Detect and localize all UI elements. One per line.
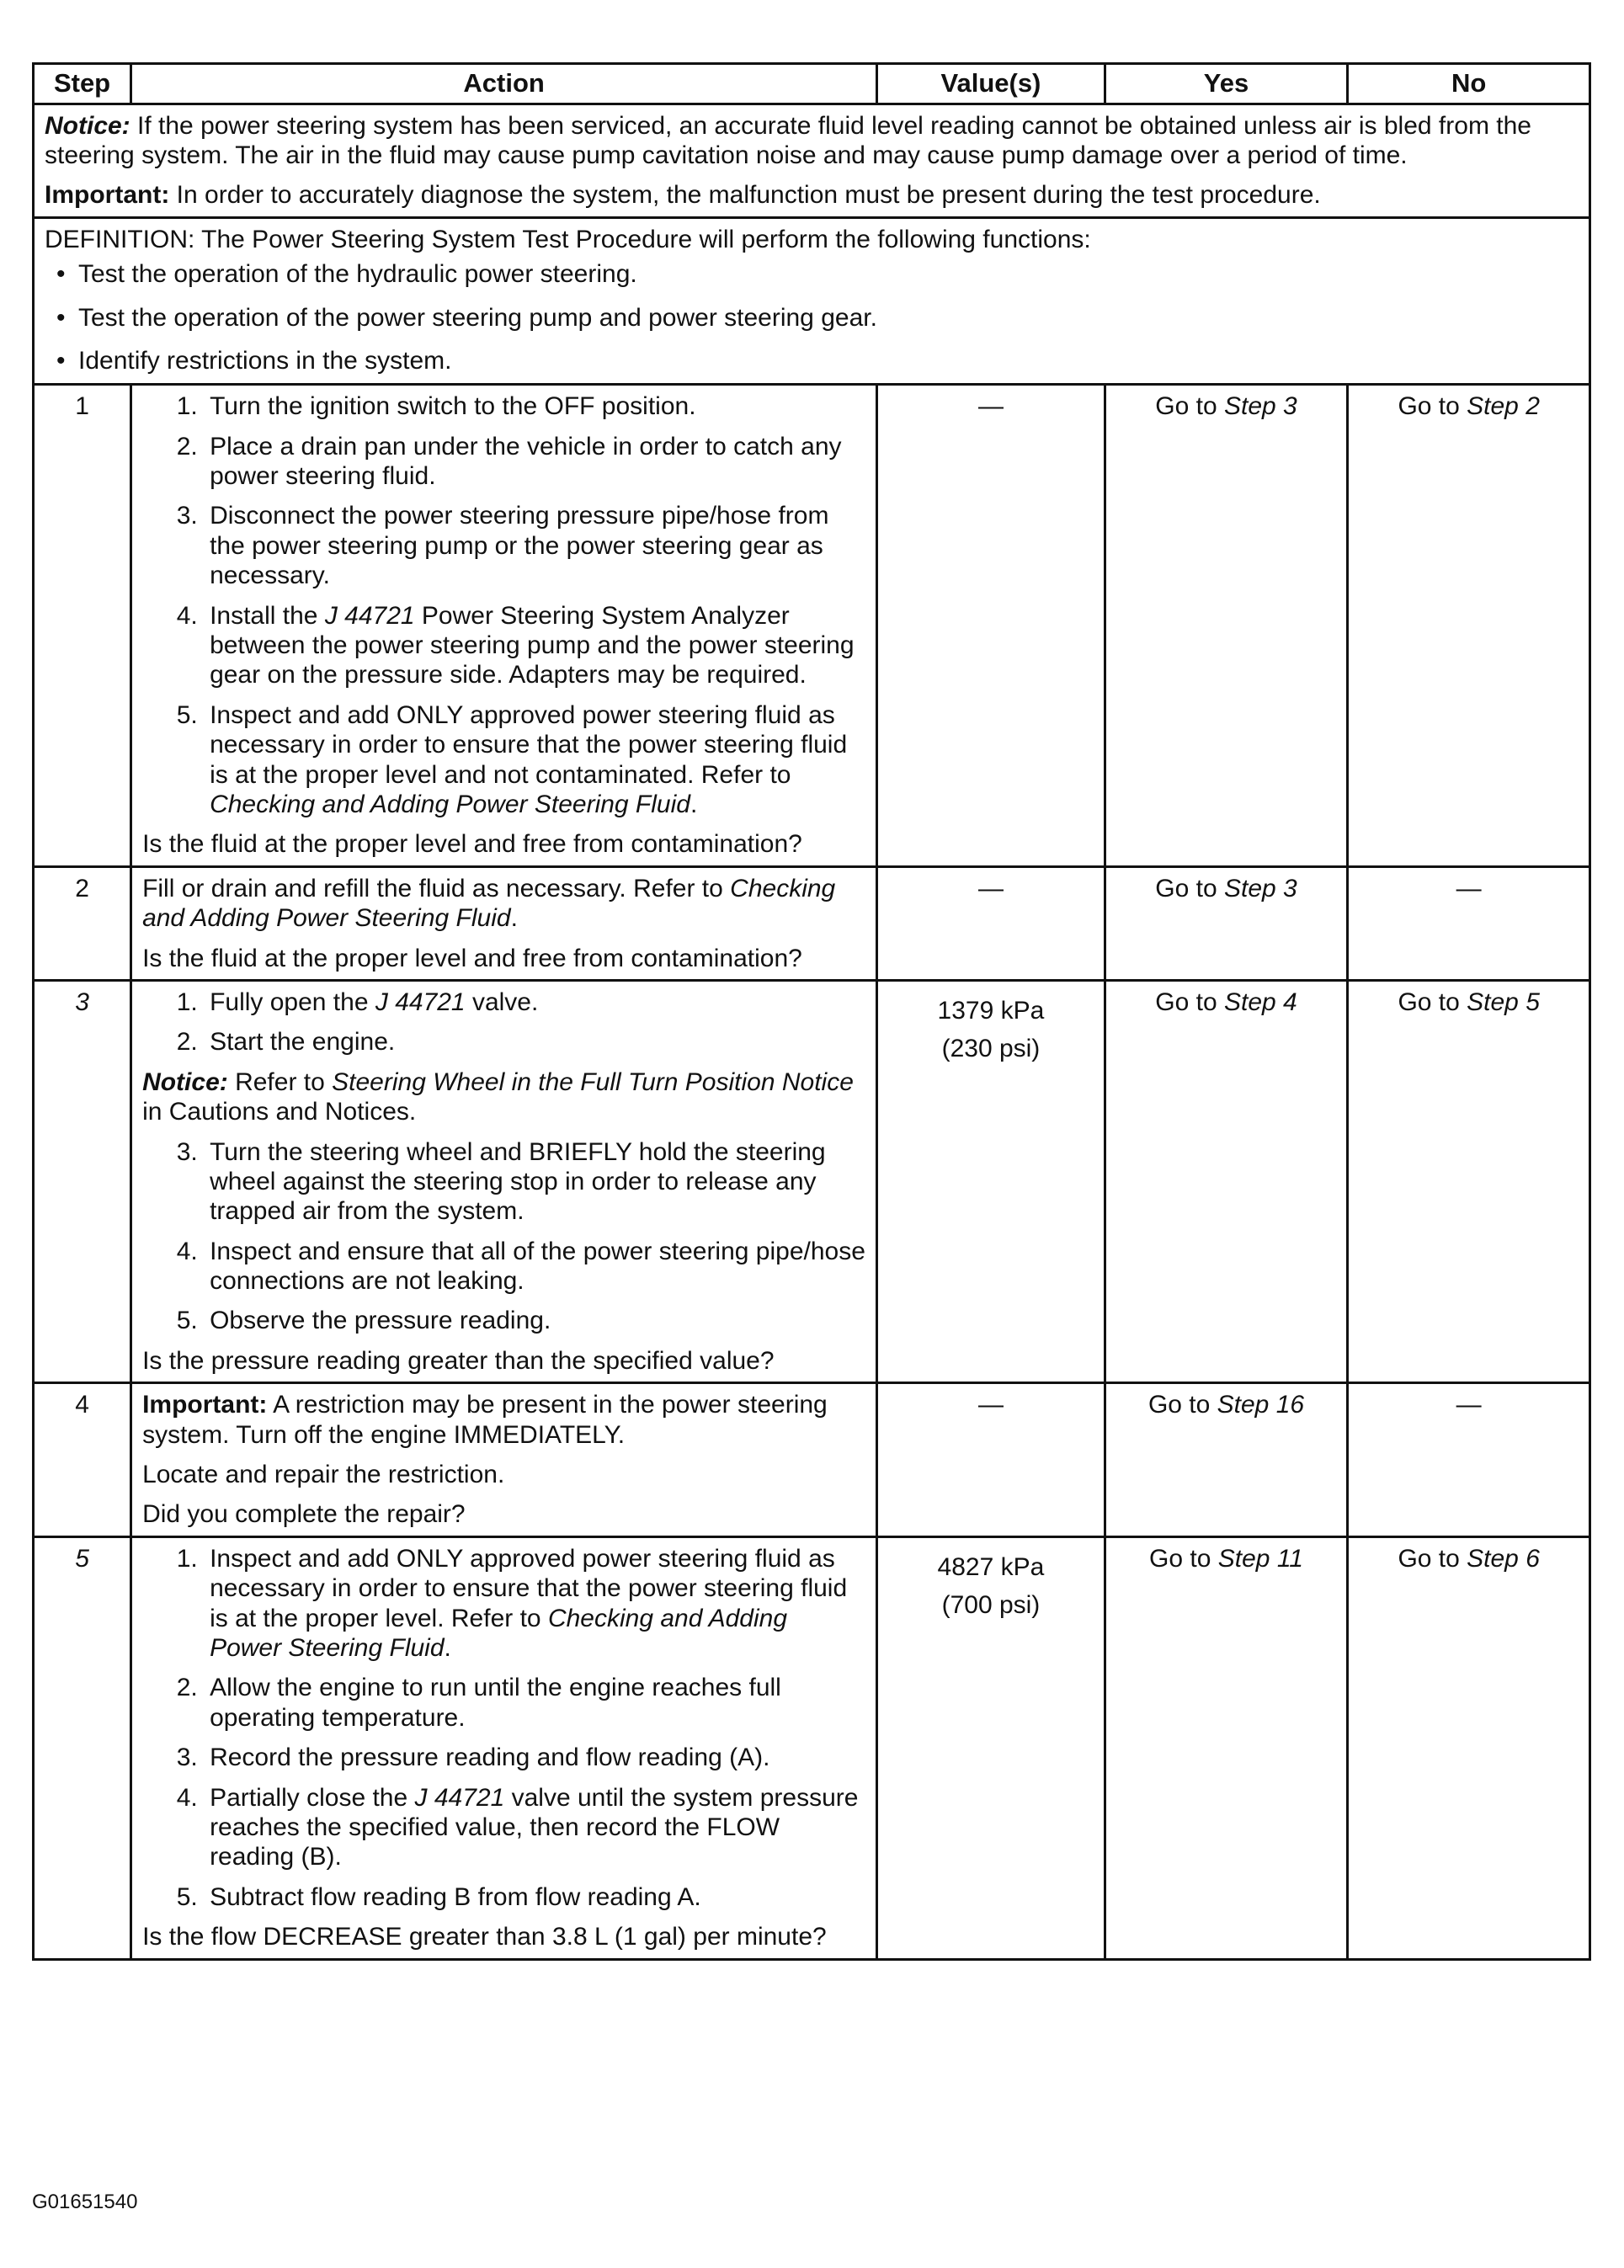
value-imperial: (700 psi): [941, 1591, 1041, 1620]
notice-label: Notice:: [45, 111, 130, 140]
step-row-1: [34, 385, 1590, 866]
step-question: Is the pressure reading greater than the specified value?: [142, 1346, 775, 1375]
diagnostic-procedure-table: [32, 62, 1591, 1961]
goto-step-link[interactable]: Step 4: [1224, 988, 1297, 1016]
definition-list: [45, 259, 1579, 375]
action-item: [205, 601, 865, 690]
no-cell: [1348, 1536, 1590, 1959]
notice-text: If the power steering system has been serviced, an accurate fluid level reading cannot be obtained unless air is bled from the steering system. The air in the fluid may cause pump cavitation noise and may cause pump damage over a period of time.: [45, 111, 1531, 169]
no-cell: [1348, 980, 1590, 1382]
value-metric: 1379 kPa: [937, 996, 1045, 1025]
action-text-paragraph: [142, 874, 865, 934]
important-label: Important:: [142, 1391, 268, 1419]
procedure-reference: Checking and Adding Power Steering Fluid: [210, 791, 690, 818]
step-row-4: [34, 1383, 1590, 1537]
definition-text: DEFINITION: The Power Steering System Test Procedure will perform the following functions:: [45, 225, 1091, 253]
procedure-reference: Checking and Adding Power Steering Fluid: [142, 874, 836, 933]
action-text: .: [690, 791, 698, 818]
step-number: 4: [34, 1383, 131, 1537]
step-number: 3: [34, 980, 131, 1382]
action-item: [205, 1783, 865, 1872]
goto-label: Go to: [1398, 392, 1467, 421]
step-action: [131, 866, 877, 980]
goto-label: Go to: [1398, 1544, 1467, 1573]
step-row-2: [34, 866, 1590, 980]
header-no: No: [1348, 64, 1590, 104]
value-imperial: (230 psi): [941, 1035, 1041, 1063]
action-text: Inspect and add ONLY approved power steering fluid as necessary in order to ensure that the power steering fluid is at the proper level and not contaminated. Refer to: [210, 700, 848, 789]
figure-code: G01651540: [32, 2191, 138, 2213]
action-item: [205, 700, 865, 820]
definition-item: • Test the operation of the power steering pump and power steering gear.: [78, 303, 1579, 333]
action-item: 2. Place a drain pan under the vehicle in order to catch any power steering fluid.: [205, 432, 865, 492]
goto-step-link[interactable]: Step 16: [1217, 1391, 1305, 1419]
step-action: [131, 1383, 877, 1537]
step-row-5: [34, 1536, 1590, 1959]
diagnostic-table-container: [32, 62, 1591, 1961]
action-item: 2. Start the engine.: [205, 1027, 865, 1057]
action-item: 4. Inspect and ensure that all of the power steering pipe/hose connections are not leaking.: [205, 1237, 865, 1296]
tool-reference: J 44721: [414, 1783, 505, 1812]
goto-step-link[interactable]: Step 5: [1467, 988, 1540, 1016]
action-item: 5. Subtract flow reading B from flow reading A.: [205, 1882, 865, 1912]
action-text: valve until the system pressure reaches the specified value, then record the FLOW reading (B).: [210, 1783, 859, 1871]
action-list: [142, 1137, 865, 1336]
action-item: [205, 988, 865, 1017]
notice-paragraph: [142, 1067, 865, 1127]
step-value: —: [877, 385, 1105, 866]
action-text: Partially close the: [210, 1783, 415, 1812]
goto-label: Go to: [1147, 1391, 1217, 1419]
step-question: Is the fluid at the proper level and free from contamination?: [142, 944, 802, 972]
step-value: [877, 980, 1105, 1382]
header-step: Step: [34, 64, 131, 104]
action-text: Fully open the: [210, 988, 375, 1016]
notice-reference: Steering Wheel in the Full Turn Position Notice: [332, 1067, 854, 1096]
action-item: [205, 1544, 865, 1664]
notice-paragraph: [45, 111, 1579, 171]
action-text: .: [510, 904, 518, 933]
definition-cell: [34, 217, 1590, 385]
yes-cell: [1105, 1383, 1348, 1537]
action-item: 3. Record the pressure reading and flow reading (A).: [205, 1743, 865, 1772]
goto-label: Go to: [1155, 874, 1224, 902]
notice-cell: [34, 104, 1590, 217]
goto-step-link[interactable]: Step 6: [1467, 1544, 1540, 1573]
action-text: valve.: [465, 988, 539, 1016]
important-text: A restriction may be present in the power steering system. Turn off the engine IMMEDIATELY.: [142, 1391, 828, 1449]
notice-label: Notice:: [142, 1067, 228, 1096]
important-paragraph: [142, 1390, 865, 1450]
step-action: [131, 980, 877, 1382]
goto-label: Go to: [1398, 988, 1467, 1016]
no-cell: [1348, 385, 1590, 866]
goto-step-link[interactable]: Step 3: [1224, 392, 1297, 421]
step-number: 5: [34, 1536, 131, 1959]
step-number: 1: [34, 385, 131, 866]
goto-label: Go to: [1155, 988, 1224, 1016]
yes-cell: [1105, 385, 1348, 866]
important-label: Important:: [45, 181, 170, 210]
step-value: [877, 1536, 1105, 1959]
step-question: Is the fluid at the proper level and free from contamination?: [142, 830, 802, 859]
step-number: 2: [34, 866, 131, 980]
action-list: [142, 1544, 865, 1912]
action-text: Inspect and add ONLY approved power steering fluid as necessary in order to ensure that the power steering fluid is at the proper level. Refer to: [210, 1544, 848, 1632]
action-list: [142, 988, 865, 1057]
tool-reference: J 44721: [324, 601, 415, 630]
step-question: Did you complete the repair?: [142, 1500, 466, 1529]
goto-step-link[interactable]: Step 11: [1217, 1544, 1303, 1573]
action-item: 5. Observe the pressure reading.: [205, 1306, 865, 1335]
action-item: 2. Allow the engine to run until the engine reaches full operating temperature.: [205, 1673, 865, 1733]
definition-item: • Test the operation of the hydraulic power steering.: [78, 259, 1579, 289]
action-item: 3. Turn the steering wheel and BRIEFLY hold the steering wheel against the steering stop in order to release any trapped air from the system.: [205, 1137, 865, 1227]
action-list: [142, 391, 865, 819]
goto-label: Go to: [1149, 1544, 1218, 1573]
step-question: Is the flow DECREASE greater than 3.8 L (1 gal) per minute?: [142, 1923, 827, 1951]
yes-cell: [1105, 980, 1348, 1382]
header-values: Value(s): [877, 64, 1105, 104]
step-row-3: [34, 980, 1590, 1382]
goto-label: Go to: [1155, 392, 1224, 421]
notice-text: Refer to: [227, 1067, 333, 1096]
step-action: [131, 1536, 877, 1959]
important-text: In order to accurately diagnose the system, the malfunction must be present during the test procedure.: [169, 181, 1321, 210]
step-value: —: [877, 866, 1105, 980]
no-cell: —: [1348, 1383, 1590, 1537]
procedure-reference: Checking and Adding Power Steering Fluid: [210, 1604, 788, 1662]
goto-step-link[interactable]: Step 2: [1467, 392, 1540, 421]
action-text: Power Steering System Analyzer between the power steering pump and the power steering gear on the pressure side. Adapters may be required.: [210, 601, 855, 689]
yes-cell: [1105, 866, 1348, 980]
action-item: 3. Disconnect the power steering pressure pipe/hose from the power steering pump or the power steering gear as necessary.: [205, 501, 865, 590]
definition-item: • Identify restrictions in the system.: [78, 346, 1579, 375]
yes-cell: [1105, 1536, 1348, 1959]
action-item: 1. Turn the ignition switch to the OFF position.: [205, 391, 865, 421]
definition-row: [34, 217, 1590, 385]
action-text: Install the: [210, 601, 325, 630]
header-action: Action: [131, 64, 877, 104]
action-text-paragraph: Locate and repair the restriction.: [142, 1461, 505, 1489]
notice-row: [34, 104, 1590, 217]
important-paragraph: [45, 180, 1579, 210]
tool-reference: J 44721: [375, 988, 466, 1016]
goto-step-link[interactable]: Step 3: [1224, 874, 1297, 902]
notice-text: in Cautions and Notices.: [142, 1098, 417, 1126]
action-text: .: [444, 1633, 451, 1662]
action-text: Fill or drain and refill the fluid as necessary. Refer to: [142, 874, 731, 902]
no-cell: —: [1348, 866, 1590, 980]
step-action: [131, 385, 877, 866]
header-yes: Yes: [1105, 64, 1348, 104]
step-value: —: [877, 1383, 1105, 1537]
table-header-row: [34, 64, 1590, 104]
value-metric: 4827 kPa: [937, 1552, 1045, 1581]
